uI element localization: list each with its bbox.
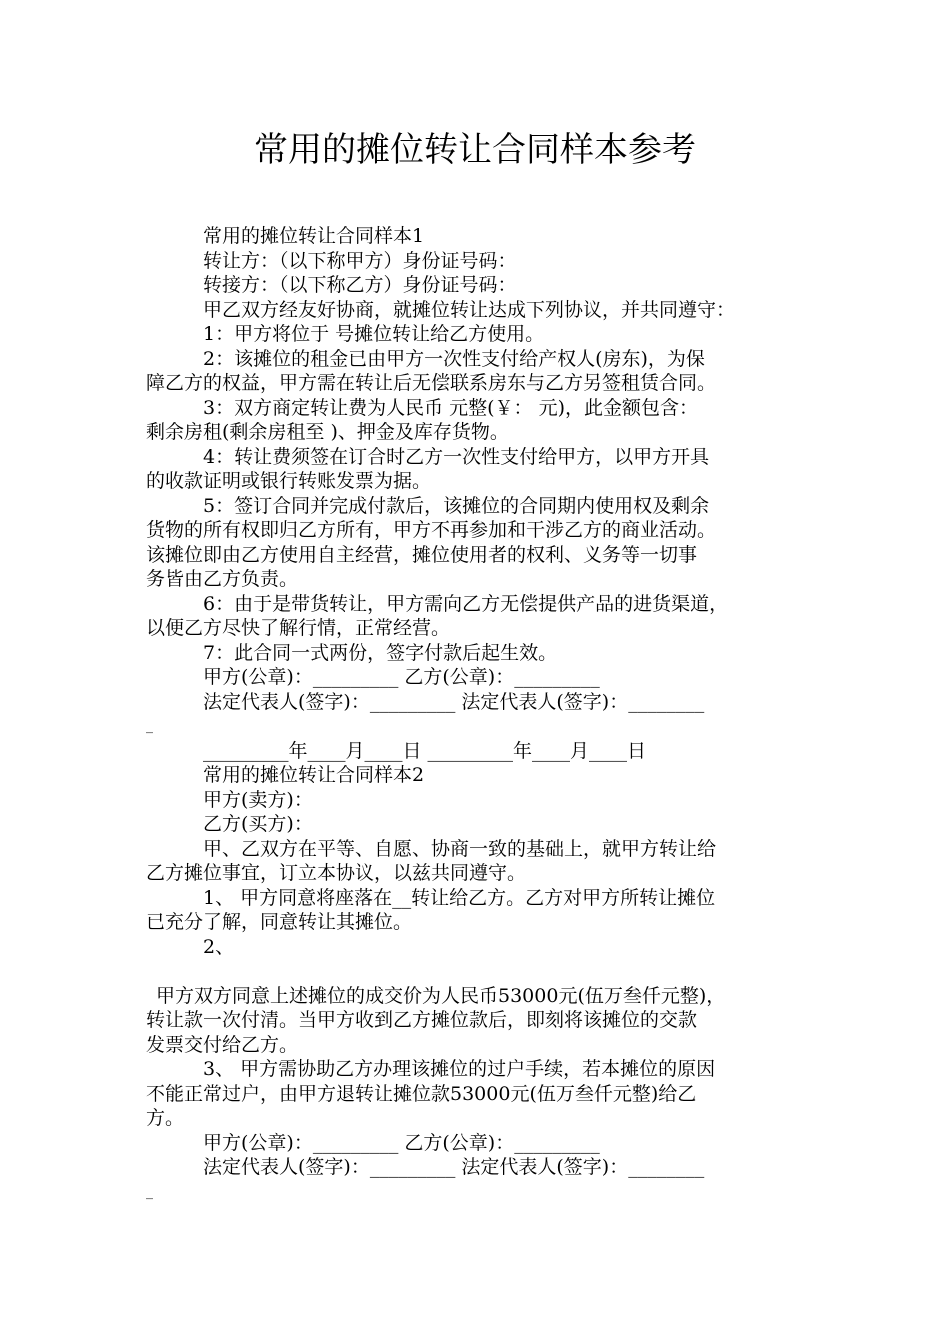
text-line: 6：由于是带货转让，甲方需向乙方无偿提供产品的进货渠道， xyxy=(203,592,729,615)
text-line: 转让方：（以下称甲方）身份证号码： xyxy=(203,249,517,272)
section-heading: 常用的摊位转让合同样本1 xyxy=(203,225,425,247)
text-line: 转让款一次付清。当甲方收到乙方摊位款后，即刻将该摊位的交款 xyxy=(146,1009,698,1031)
text-line: 2：该摊位的租金已由甲方一次性支付给产权人(房东)，为保 xyxy=(203,347,705,370)
signature-line: 甲方(公章)：_________ 乙方(公章)：_________ xyxy=(203,666,600,688)
document-title: 常用的摊位转让合同样本参考 xyxy=(254,130,696,170)
text-line: 甲、乙双方在平等、自愿、协商一致的基础上，就甲方转让给 xyxy=(203,837,717,860)
text-line: 发票交付给乙方。 xyxy=(146,1033,299,1056)
underscore-fragment: _ xyxy=(146,1183,153,1200)
text-line: 甲乙双方经友好协商，就摊位转让达成下列协议，并共同遵守： xyxy=(203,298,736,321)
text-line: 甲方(卖方)： xyxy=(203,788,313,811)
section-heading: 常用的摊位转让合同样本2 xyxy=(203,764,425,786)
text-line: 已充分了解，同意转让其摊位。 xyxy=(146,911,413,933)
text-line: 1：甲方将位于 号摊位转让给乙方使用。 xyxy=(203,323,545,345)
text-line: 1、 甲方同意将座落在__转让给乙方。乙方对甲方所转让摊位 xyxy=(203,886,716,909)
text-line: 甲方双方同意上述摊位的成交价为人民币53000元(伍万叁仟元整)， xyxy=(156,984,726,1007)
blank-line xyxy=(146,959,814,984)
text-line: 的收款证明或银行转账发票为据。 xyxy=(146,470,432,492)
document-body xyxy=(146,224,814,1204)
text-line: 3、 甲方需协助乙方办理该摊位的过户手续，若本摊位的原因 xyxy=(203,1058,716,1080)
date-line: _________年____月____日 _________年____月____日 xyxy=(203,739,647,762)
text-line: 务皆由乙方负责。 xyxy=(146,568,299,590)
text-line: 障乙方的权益，甲方需在转让后无偿联系房东与乙方另签租赁合同。 xyxy=(146,372,717,394)
text-line: 方。 xyxy=(146,1107,185,1129)
signature-line: 法定代表人(签字)：_________ 法定代表人(签字)：________ xyxy=(203,690,705,713)
signature-line: 甲方(公章)：_________ 乙方(公章)：_________ xyxy=(203,1131,600,1154)
text-line: 以便乙方尽快了解行情，正常经营。 xyxy=(146,617,451,639)
text-line: 该摊位即由乙方使用自主经营，摊位使用者的权利、义务等一切事 xyxy=(146,543,698,566)
text-line: 乙方(买方)： xyxy=(203,813,313,835)
text-line: 乙方摊位事宜，订立本协议，以兹共同遵守。 xyxy=(146,862,527,884)
text-line: 不能正常过户，由甲方退转让摊位款53000元(伍万叁仟元整)给乙 xyxy=(146,1082,697,1105)
text-line: 3：双方商定转让费为人民币 元整(￥： 元)，此金额包含： xyxy=(203,396,698,419)
text-line: 货物的所有权即归乙方所有，甲方不再参加和干涉乙方的商业活动。 xyxy=(146,519,717,541)
text-line: 4：转让费须签在订合时乙方一次性支付给甲方，以甲方开具 xyxy=(203,445,710,468)
text-line: 2、 xyxy=(203,935,235,958)
text-line: 转接方：（以下称乙方）身份证号码： xyxy=(203,274,517,296)
text-line: 7：此合同一式两份，签字付款后起生效。 xyxy=(203,641,558,664)
text-line: 5：签订合同并完成付款后，该摊位的合同期内使用权及剩余 xyxy=(203,494,710,517)
underscore-fragment: _ xyxy=(146,718,153,734)
text-line: 剩余房租(剩余房租至 )、押金及库存货物。 xyxy=(146,421,509,443)
signature-line: 法定代表人(签字)：_________ 法定代表人(签字)：________ xyxy=(203,1156,705,1178)
